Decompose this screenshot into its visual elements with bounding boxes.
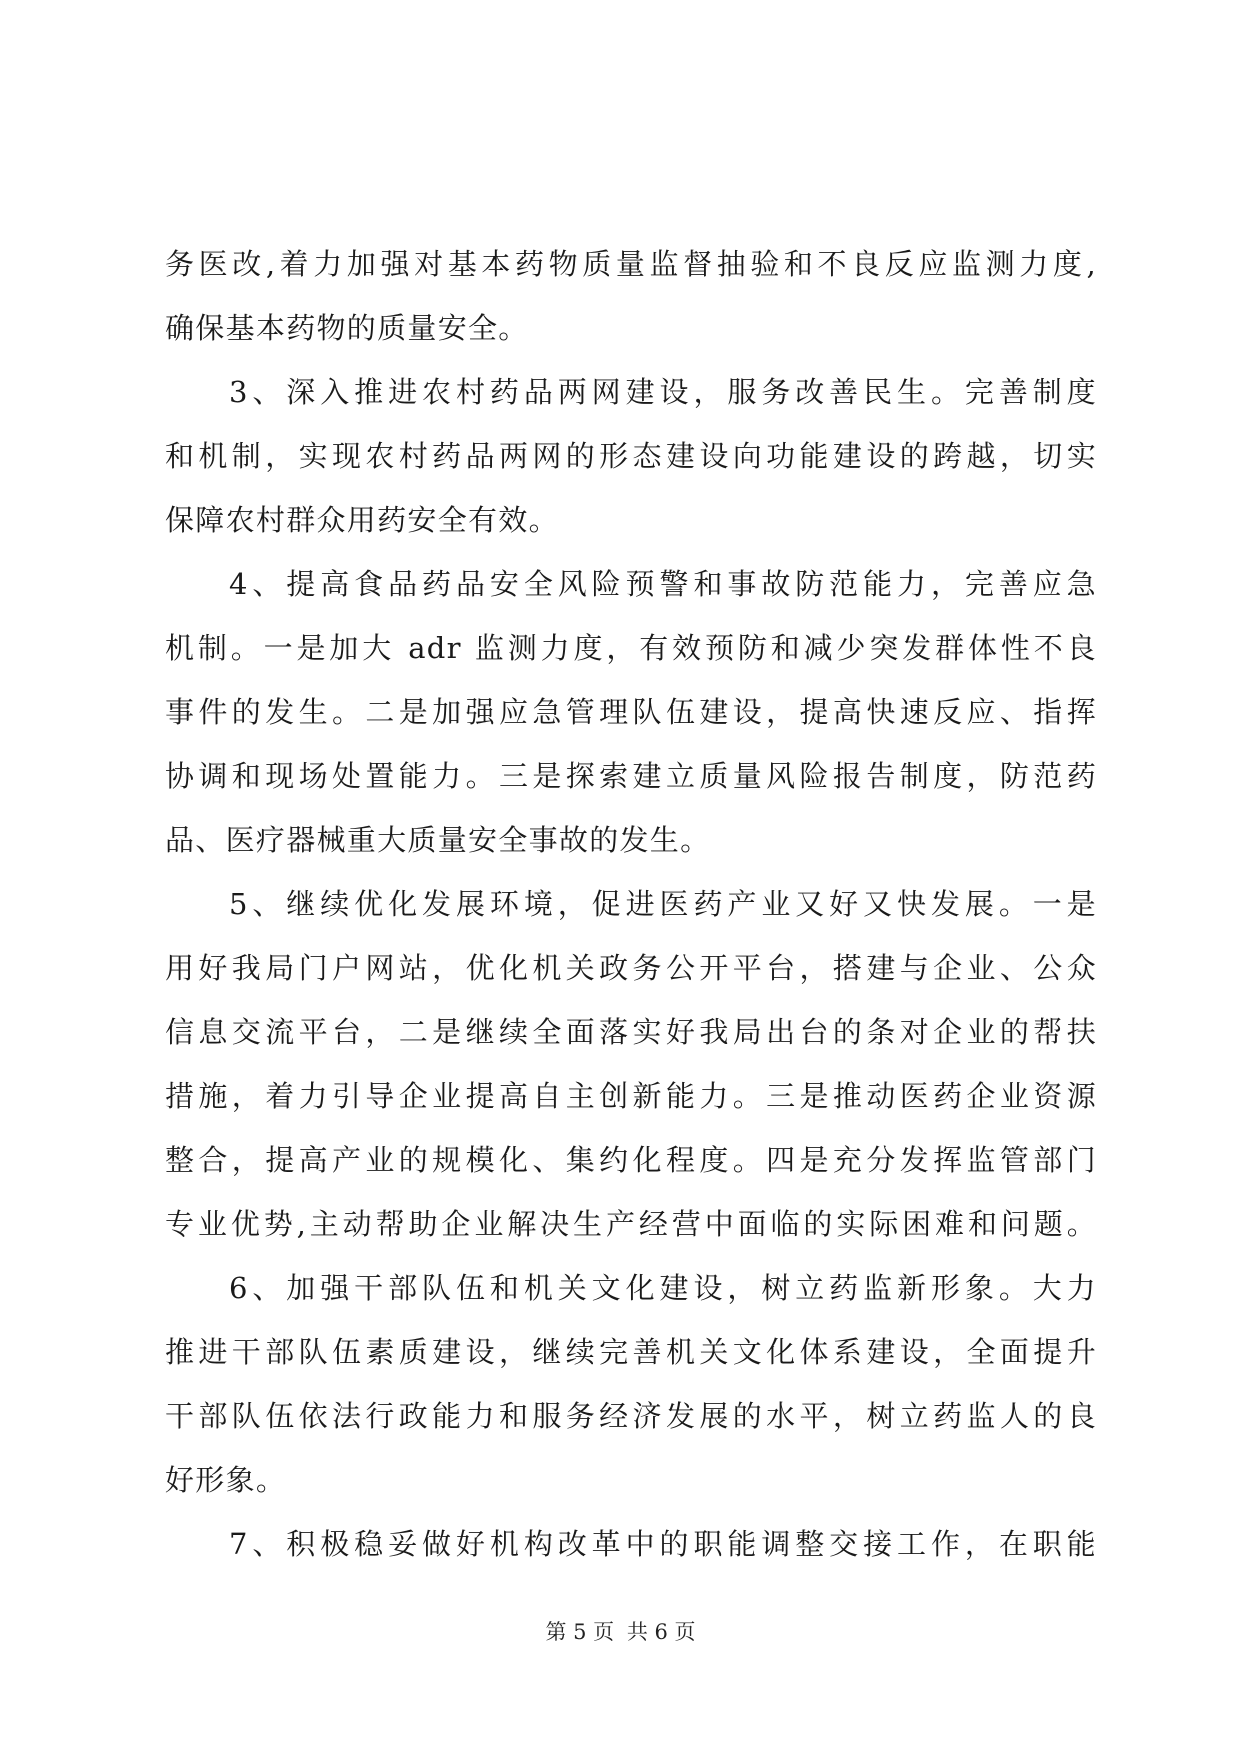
paragraph-start-line: 4、提高食品药品安全风险预警和事故防范能力，完善应急 [229, 567, 1097, 601]
text-line: 协调和现场处置能力。三是探索建立质量风险报告制度，防范药 [165, 759, 1097, 793]
text-line: 措施，着力引导企业提高自主创新能力。三是推动医药企业资源 [165, 1079, 1097, 1113]
page-number: 第 5 页 [545, 1620, 615, 1644]
paragraph-start-line: 3、深入推进农村药品两网建设，服务改善民生。完善制度 [229, 375, 1097, 409]
paragraph-start-line: 5、继续优化发展环境，促进医药产业又好又快发展。一是 [229, 887, 1097, 921]
text-line: 事件的发生。二是加强应急管理队伍建设，提高快速反应、指挥 [165, 695, 1097, 729]
text-line: 保障农村群众用药安全有效。 [165, 503, 559, 537]
text-line: 专业优势,主动帮助企业解决生产经营中面临的实际困难和问题。 [165, 1207, 1097, 1241]
paragraph-start-line: 7、积极稳妥做好机构改革中的职能调整交接工作，在职能 [229, 1527, 1097, 1561]
text-line: 和机制，实现农村药品两网的形态建设向功能建设的跨越，切实 [165, 439, 1097, 473]
text-line: 好形象。 [165, 1463, 287, 1497]
page-total: 共 6 页 [626, 1620, 696, 1644]
text-line: 推进干部队伍素质建设，继续完善机关文化体系建设，全面提升 [165, 1335, 1097, 1369]
text-line: 用好我局门户网站，优化机关政务公开平台，搭建与企业、公众 [165, 951, 1097, 985]
document-body [165, 232, 1097, 1576]
text-line: 品、医疗器械重大质量安全事故的发生。 [165, 823, 711, 857]
text-line: 机制。一是加大 adr 监测力度，有效预防和减少突发群体性不良 [165, 631, 1097, 665]
page-footer [0, 1616, 1241, 1646]
text-line: 整合，提高产业的规模化、集约化程度。四是充分发挥监管部门 [165, 1143, 1097, 1177]
text-line: 务医改,着力加强对基本药物质量监督抽验和不良反应监测力度, [165, 247, 1097, 281]
paragraph-start-line: 6、加强干部队伍和机关文化建设，树立药监新形象。大力 [229, 1271, 1097, 1305]
text-line: 信息交流平台，二是继续全面落实好我局出台的条对企业的帮扶 [165, 1015, 1097, 1049]
text-line: 干部队伍依法行政能力和服务经济发展的水平，树立药监人的良 [165, 1399, 1097, 1433]
text-line: 确保基本药物的质量安全。 [165, 311, 529, 345]
